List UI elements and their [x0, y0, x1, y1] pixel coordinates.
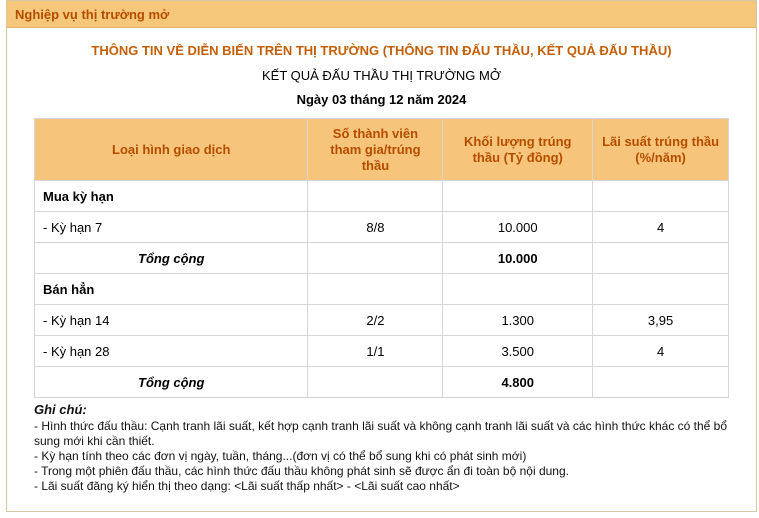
column-header-members: Số thành viên tham gia/trúng thầu [308, 119, 443, 181]
total-label: Tổng cộng [35, 243, 308, 274]
empty-cell [593, 274, 729, 305]
table-header-row [35, 119, 729, 181]
total-volume-value: 4.800 [443, 367, 593, 398]
rate-value: 4 [593, 212, 729, 243]
notes-section [34, 402, 734, 494]
term-label: - Kỳ hạn 28 [35, 336, 308, 367]
term-label: - Kỳ hạn 14 [35, 305, 308, 336]
note-item: - Trong một phiên đấu thầu, các hình thức đấu thầu không phát sinh sẽ được ẩn đi toàn bộ nội dung. [34, 464, 569, 478]
table-row-group-purchase [35, 181, 729, 212]
volume-value: 1.300 [443, 305, 593, 336]
note-item: - Hình thức đấu thầu: Cạnh tranh lãi suất, kết hợp cạnh tranh lãi suất và không cạnh tranh lãi suất và các hình thức khác có thể bổ sung mới khi cần thiết. [34, 419, 728, 448]
group-label: Bán hẳn [35, 274, 308, 305]
note-item: - Lãi suất đăng ký hiển thị theo dạng: <Lãi suất thấp nhất> - <Lãi suất cao nhất> [34, 479, 460, 493]
empty-cell [308, 243, 443, 274]
volume-value: 3.500 [443, 336, 593, 367]
table-header [35, 119, 729, 181]
rate-value: 4 [593, 336, 729, 367]
empty-cell [593, 181, 729, 212]
empty-cell [443, 274, 593, 305]
empty-cell [443, 181, 593, 212]
members-value: 8/8 [308, 212, 443, 243]
column-header-volume: Khối lượng trúng thầu (Tỷ đồng) [443, 119, 593, 181]
empty-cell [593, 367, 729, 398]
table-body [35, 181, 729, 398]
rate-value: 3,95 [593, 305, 729, 336]
empty-cell [308, 367, 443, 398]
members-value: 2/2 [308, 305, 443, 336]
document-date: Ngày 03 tháng 12 năm 2024 [296, 92, 467, 107]
table-row [35, 305, 729, 336]
empty-cell [308, 274, 443, 305]
section-header-label: Nghiệp vụ thị trường mở [15, 6, 170, 22]
table-row-total [35, 367, 729, 398]
table-row-total [35, 243, 729, 274]
document-subtitle: KẾT QUẢ ĐẤU THẦU THỊ TRƯỜNG MỞ [261, 68, 501, 83]
total-volume-value: 10.000 [443, 243, 593, 274]
table-row-group-outright-sale [35, 274, 729, 305]
note-item: - Kỳ hạn tính theo các đơn vị ngày, tuần, tháng...(đơn vị có thể bổ sung khi có phát sinh mới) [34, 449, 527, 463]
total-label: Tổng cộng [35, 367, 308, 398]
group-label: Mua kỳ hạn [35, 181, 308, 212]
empty-cell [593, 243, 729, 274]
table-row [35, 212, 729, 243]
column-header-transaction-type: Loại hình giao dịch [35, 119, 308, 181]
table-row [35, 336, 729, 367]
section-header [7, 1, 756, 28]
volume-value: 10.000 [443, 212, 593, 243]
auction-results-table [34, 118, 729, 398]
members-value: 1/1 [308, 336, 443, 367]
term-label: - Kỳ hạn 7 [35, 212, 308, 243]
empty-cell [308, 181, 443, 212]
column-header-rate: Lãi suất trúng thầu (%/năm) [593, 119, 729, 181]
document-title: THÔNG TIN VỀ DIỄN BIẾN TRÊN THỊ TRƯỜNG (THÔNG TIN ĐẤU THẦU, KẾT QUẢ ĐẤU THẦU) [91, 43, 672, 58]
page-frame [6, 0, 757, 512]
notes-title: Ghi chú: [34, 402, 87, 417]
